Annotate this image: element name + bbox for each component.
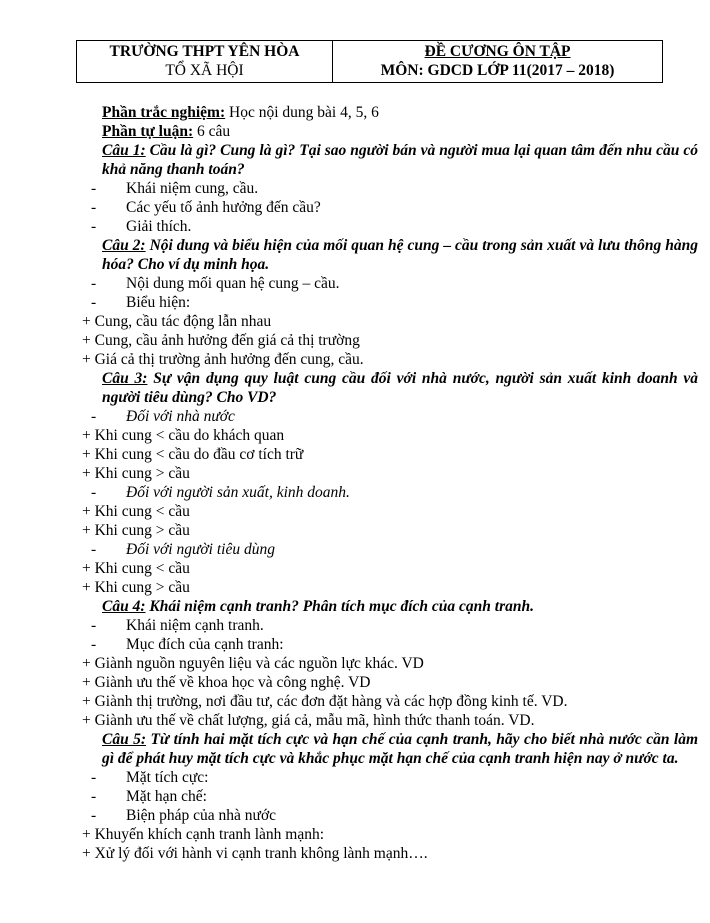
part1-label: Phần trắc nghiệm: <box>102 104 226 121</box>
department-name: TỔ XÃ HỘI <box>165 62 244 79</box>
document-body <box>82 103 698 863</box>
q5-item: - Biện pháp của nhà nước <box>91 807 277 824</box>
q2-sub-item: + Cung, cầu tác động lẫn nhau <box>82 313 272 330</box>
q2-item: - Nội dung mối quan hệ cung – cầu. <box>91 275 340 292</box>
school-name: TRƯỜNG THPT YÊN HÒA <box>109 43 300 60</box>
q2-sub-item: + Giá cả thị trường ảnh hưởng đến cung, cầu. <box>82 351 364 368</box>
question-4-label: Câu 4: <box>102 598 146 615</box>
part2-text: 6 câu <box>193 123 231 140</box>
q4-sub-item: + Giành nguồn nguyên liệu và các nguồn lực khác. VD <box>82 655 424 672</box>
q3-sub-item: + Khi cung > cầu <box>82 579 190 596</box>
question-5-text: Từ tính hai mặt tích cực và hạn chế của cạnh tranh, hãy cho biết nhà nước cần làm gì để phát huy mặt tích cực và khắc phục mặt hạn chế của cạnh tranh hiện nay ở nước ta. <box>102 731 698 767</box>
q1-item: - Các yếu tố ảnh hưởng đến cầu? <box>91 199 321 216</box>
question-5-label: Câu 5: <box>102 731 147 748</box>
q5-sub-item: + Xử lý đối với hành vi cạnh tranh không lành mạnh…. <box>82 845 428 862</box>
q3-sub-item: + Khi cung < cầu <box>82 503 190 520</box>
q3-sub-item: + Khi cung > cầu <box>82 465 190 482</box>
question-2 <box>82 236 698 274</box>
q4-sub-item: + Giành thị trường, nơi đầu tư, các đơn đặt hàng và các hợp đồng kinh tế. VD. <box>82 693 568 710</box>
subject-line <box>333 61 662 80</box>
question-2-label: Câu 2: <box>102 237 146 254</box>
q5-sub-item: + Khuyến khích cạnh tranh lành mạnh: <box>82 826 325 843</box>
q2-item: - Biểu hiện: <box>91 294 191 311</box>
question-1-label: Câu 1: <box>102 142 146 159</box>
q5-item: - Mặt hạn chế: <box>91 788 207 805</box>
q3-sub-item: + Khi cung > cầu <box>82 522 190 539</box>
q1-item: - Khái niệm cung, cầu. <box>91 180 259 197</box>
question-1 <box>82 141 698 179</box>
document-title: ĐỀ CƯƠNG ÔN TẬP <box>424 43 571 60</box>
q2-sub-item: + Cung, cầu ảnh hưởng đến giá cả thị trường <box>82 332 360 349</box>
part-essay <box>82 122 698 141</box>
school-year: (2017 – 2018) <box>526 62 615 79</box>
q1-item: - Giải thích. <box>91 218 192 235</box>
question-1-text: Cầu là gì? Cung là gì? Tại sao người bán và người mua lại quan tâm đến nhu cầu có khả năng thanh toán? <box>102 142 699 178</box>
part-multiple-choice <box>82 103 698 122</box>
header-table <box>76 40 663 83</box>
q5-item: - Mặt tích cực: <box>91 769 209 786</box>
q3-group: - Đối với nhà nước <box>91 408 235 425</box>
question-3 <box>82 369 698 407</box>
part1-text: Học nội dung bài 4, 5, 6 <box>225 104 379 121</box>
header-right-cell <box>333 41 663 83</box>
q4-item: - Mục đích của cạnh tranh: <box>91 636 284 653</box>
question-3-text: Sự vận dụng quy luật cung cầu đối với nhà nước, người sản xuất kinh doanh và người tiêu dùng? Cho VD? <box>102 370 698 406</box>
question-3-label: Câu 3: <box>102 370 148 387</box>
question-2-text: Nội dung và biểu hiện của mối quan hệ cung – cầu trong sản xuất và lưu thông hàng hóa? Cho ví dụ minh họa. <box>102 237 698 273</box>
q3-group: - Đối với người sản xuất, kinh doanh. <box>91 484 350 501</box>
question-5 <box>82 730 698 768</box>
q4-sub-item: + Giành ưu thế về chất lượng, giá cả, mẫu mã, hình thức thanh toán. VD. <box>82 712 535 729</box>
q3-sub-item: + Khi cung < cầu <box>82 560 190 577</box>
q3-group: - Đối với người tiêu dùng <box>91 541 275 558</box>
q4-sub-item: + Giành ưu thế về khoa học và công nghệ. VD <box>82 674 371 691</box>
q3-sub-item: + Khi cung < cầu do khách quan <box>82 427 285 444</box>
header-left-cell <box>77 41 333 83</box>
question-4 <box>82 597 698 616</box>
q4-item: - Khái niệm cạnh tranh. <box>91 617 264 634</box>
part2-label: Phần tự luận: <box>102 123 194 140</box>
subject-prefix: MÔN: GDCD LỚP 11 <box>380 62 527 79</box>
question-4-text: Khái niệm cạnh tranh? Phân tích mục đích của cạnh tranh. <box>145 598 534 615</box>
q3-sub-item: + Khi cung < cầu do đầu cơ tích trữ <box>82 446 304 463</box>
